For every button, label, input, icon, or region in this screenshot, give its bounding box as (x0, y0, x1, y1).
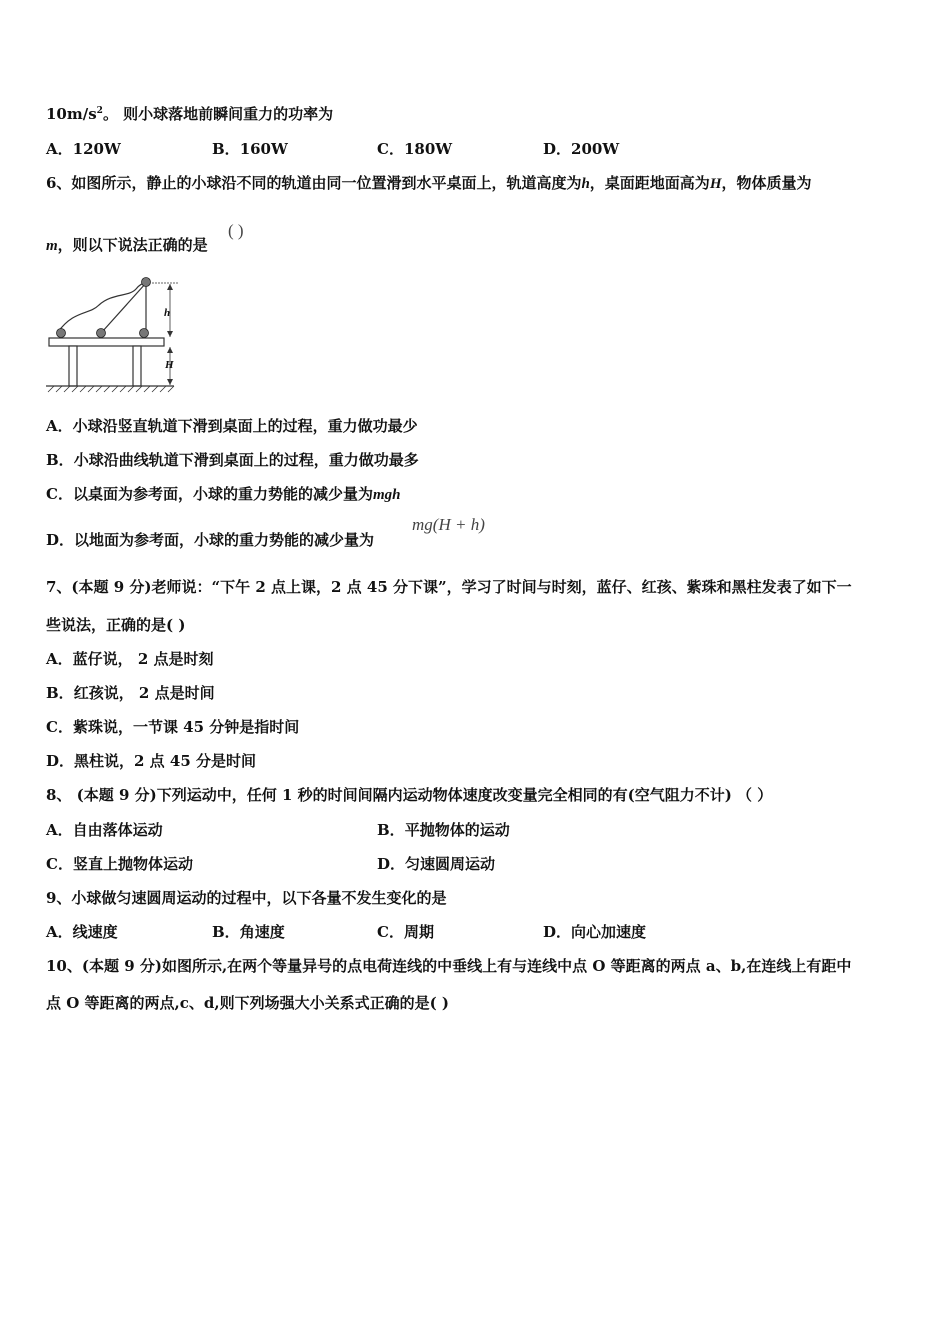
q6-option-d-math: mg(H + h) (412, 515, 485, 534)
q5-stem-tail (46, 103, 333, 124)
table-leg-left (69, 346, 77, 386)
q10-stem-line-1: 10、(本题 9 分)如图所示,在两个等量异号的点电荷连线的中垂线上有与连线中点 O 等距离的两点 a、b,在连线上有距中 (46, 957, 852, 975)
q5-option-b: B．160W (212, 140, 288, 158)
table-leg-right (133, 346, 141, 386)
q6-var-m: m (46, 238, 58, 254)
q8-option-c: C．竖直上抛物体运动 (46, 855, 193, 873)
inclined-track (102, 283, 146, 332)
q6-option-b: B．小球沿曲线轨道下滑到桌面上的过程，重力做功最多 (46, 451, 419, 469)
q9-option-b: B．角速度 (212, 923, 285, 941)
q6-track-figure (44, 275, 184, 399)
ground-hatching (48, 386, 174, 392)
q6-option-c: C．以桌面为参考面，小球的重力势能的减少量为mgh (46, 485, 401, 503)
q7-option-b: B．红孩说， 2 点是时间 (46, 684, 215, 702)
q8-stem: 8、 (本题 9 分)下列运动中，任何 1 秒的时间间隔内运动物体速度改变量完全相同的有(空气阻力不计) （ ） (46, 786, 773, 804)
q5-unit-exponent: 2 (96, 106, 103, 116)
q6-var-h: h (581, 176, 590, 192)
ball-right (140, 329, 149, 338)
q8-option-d: D．匀速圆周运动 (377, 855, 496, 873)
q6-option-d: D．以地面为参考面，小球的重力势能的减少量为 (46, 531, 375, 549)
q8-option-a: A．自由落体运动 (46, 821, 163, 839)
curved-track (58, 283, 146, 332)
q5-option-d: D．200W (543, 140, 620, 158)
q6-answer-blank: ( ) (228, 221, 244, 240)
q9-stem: 9、小球做匀速圆周运动的过程中，以下各量不发生变化的是 (46, 889, 447, 907)
q6-stem-line-1: 6、如图所示，静止的小球沿不同的轨道由同一位置滑到水平桌面上，轨道高度为h，桌面距地面高为H，物体质量为 (46, 174, 812, 192)
q5-stem-text: 。 则小球落地前瞬间重力的功率为 (102, 105, 334, 123)
q9-option-a: A．线速度 (46, 923, 118, 941)
q6-option-a: A．小球沿竖直轨道下滑到桌面上的过程，重力做功最少 (46, 417, 418, 435)
q6-var-H: H (709, 176, 722, 192)
q5-option-c: C．180W (377, 140, 453, 158)
q7-option-c: C．紫珠说，一节课 45 分钟是指时间 (46, 718, 300, 736)
q7-stem-line-1: 7、(本题 9 分)老师说：“下午 2 点上课，2 点 45 分下课”，学习了时间与时刻，蓝仔、红孩、紫珠和黑柱发表了如下一 (46, 578, 852, 596)
q5-option-a: A．120W (46, 140, 121, 158)
q6-option-c-math: mgh (372, 487, 401, 503)
table-top (49, 338, 164, 346)
q8-option-b: B．平抛物体的运动 (377, 821, 510, 839)
q6-stem-line-2: m，则以下说法正确的是 (46, 236, 208, 254)
q7-option-a: A．蓝仔说， 2 点是时刻 (46, 650, 214, 668)
ball-middle (97, 329, 106, 338)
track-diagram (44, 275, 184, 395)
q10-stem-line-2: 点 O 等距离的两点,c、d,则下列场强大小关系式正确的是( ) (46, 994, 449, 1012)
ball-top (142, 278, 151, 287)
q9-option-d: D．向心加速度 (543, 923, 647, 941)
label-H: H (165, 359, 174, 371)
q5-unit: 10m/s (46, 105, 97, 123)
q7-option-d: D．黑柱说，2 点 45 分是时间 (46, 752, 256, 770)
label-h: h (164, 307, 171, 319)
ball-left (57, 329, 66, 338)
q7-stem-line-2: 些说法，正确的是( ) (46, 616, 186, 634)
q9-option-c: C．周期 (377, 923, 434, 941)
